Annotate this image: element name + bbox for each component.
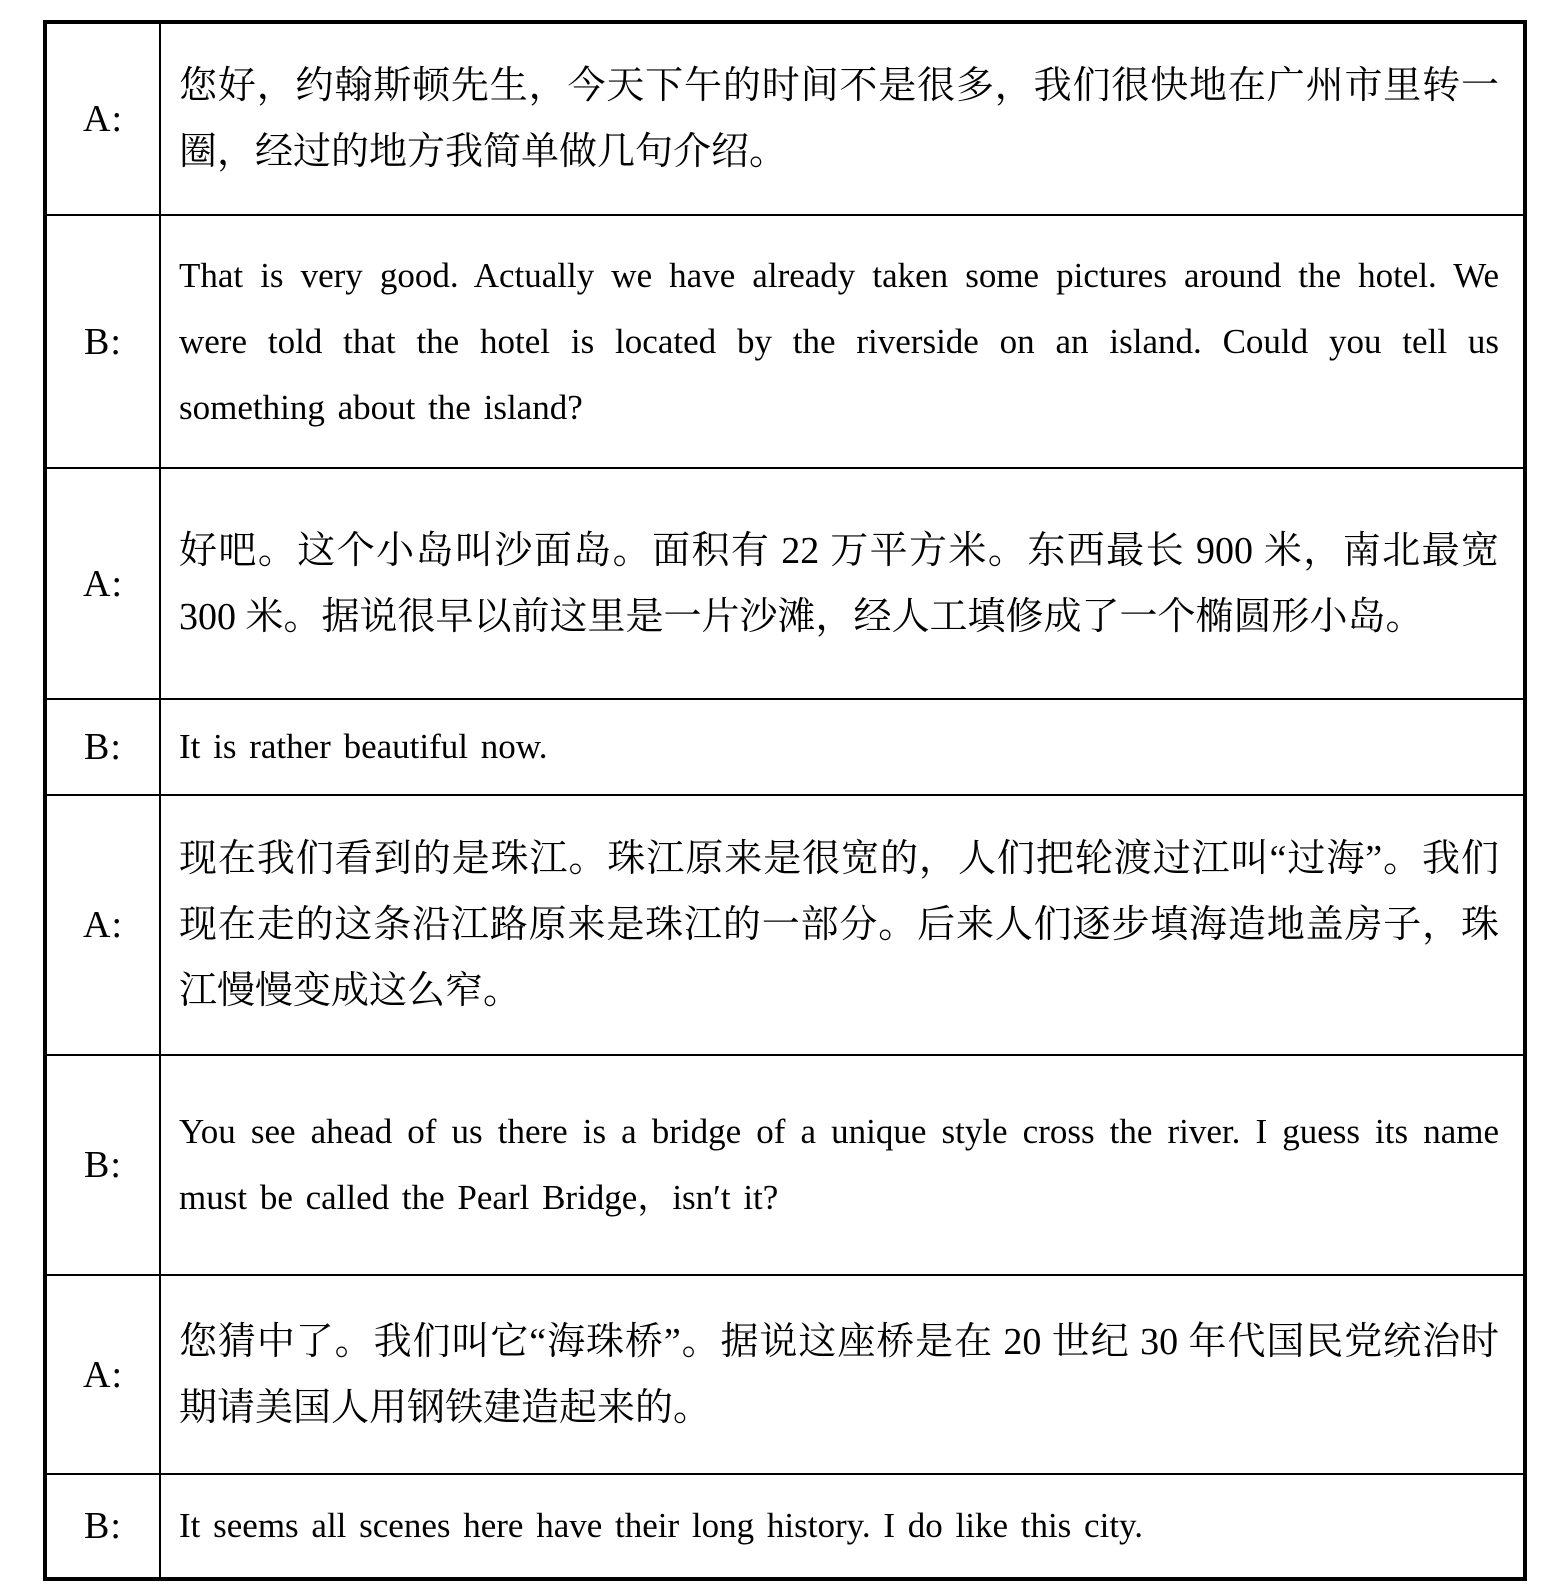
table-row xyxy=(45,1474,1525,1579)
dialogue-cell xyxy=(160,22,1525,215)
dialogue-cell xyxy=(160,795,1525,1055)
speaker-cell: A: xyxy=(45,1275,160,1474)
table-row xyxy=(45,1055,1525,1275)
table-row xyxy=(45,468,1525,699)
dialogue-text: 好吧。这个小岛叫沙面岛。面积有 22 万平方米。东西最长 900 米，南北最宽 300 米。据说很早以前这里是一片沙滩，经人工填修成了一个椭圆形小岛。 xyxy=(179,529,1499,638)
table-row xyxy=(45,699,1525,795)
dialogue-text: You see ahead of us there is a bridge of a unique style cross the river. I guess its name must be called the Pearl Bridge，isn′t it? xyxy=(179,1112,1499,1217)
dialogue-text: 您好，约翰斯顿先生，今天下午的时间不是很多，我们很快地在广州市里转一圈，经过的地方我简单做几句介绍。 xyxy=(179,65,1499,173)
dialogue-cell xyxy=(160,699,1525,795)
dialogue-text: 您猜中了。我们叫它“海珠桥”。据说这座桥是在 20 世纪 30 年代国民党统治时期请美国人用钢铁建造起来的。 xyxy=(179,1320,1499,1429)
table-row xyxy=(45,22,1525,215)
speaker-cell: B: xyxy=(45,699,160,795)
dialogue-text: It seems all scenes here have their long history. I do like this city. xyxy=(179,1506,1144,1545)
dialogue-text: It is rather beautiful now. xyxy=(179,727,548,766)
table-row xyxy=(45,215,1525,468)
dialogue-table xyxy=(43,20,1527,1581)
dialogue-text: 现在我们看到的是珠江。珠江原来是很宽的，人们把轮渡过江叫“过海”。我们现在走的这条沿江路原来是珠江的一部分。后来人们逐步填海造地盖房子，珠江慢慢变成这么窄。 xyxy=(179,838,1499,1012)
speaker-cell: A: xyxy=(45,22,160,215)
table-row xyxy=(45,1275,1525,1474)
speaker-cell: A: xyxy=(45,795,160,1055)
speaker-cell: B: xyxy=(45,215,160,468)
dialogue-cell xyxy=(160,215,1525,468)
table-row xyxy=(45,795,1525,1055)
dialogue-cell xyxy=(160,1055,1525,1275)
dialogue-text: That is very good. Actually we have already taken some pictures around the hotel. We were told that the hotel is located by the riverside on an island. Could you tell us something about the island? xyxy=(179,255,1499,427)
dialogue-cell xyxy=(160,1275,1525,1474)
dialogue-cell xyxy=(160,468,1525,699)
dialogue-cell xyxy=(160,1474,1525,1579)
speaker-cell: B: xyxy=(45,1474,160,1579)
speaker-cell: A: xyxy=(45,468,160,699)
speaker-cell: B: xyxy=(45,1055,160,1275)
